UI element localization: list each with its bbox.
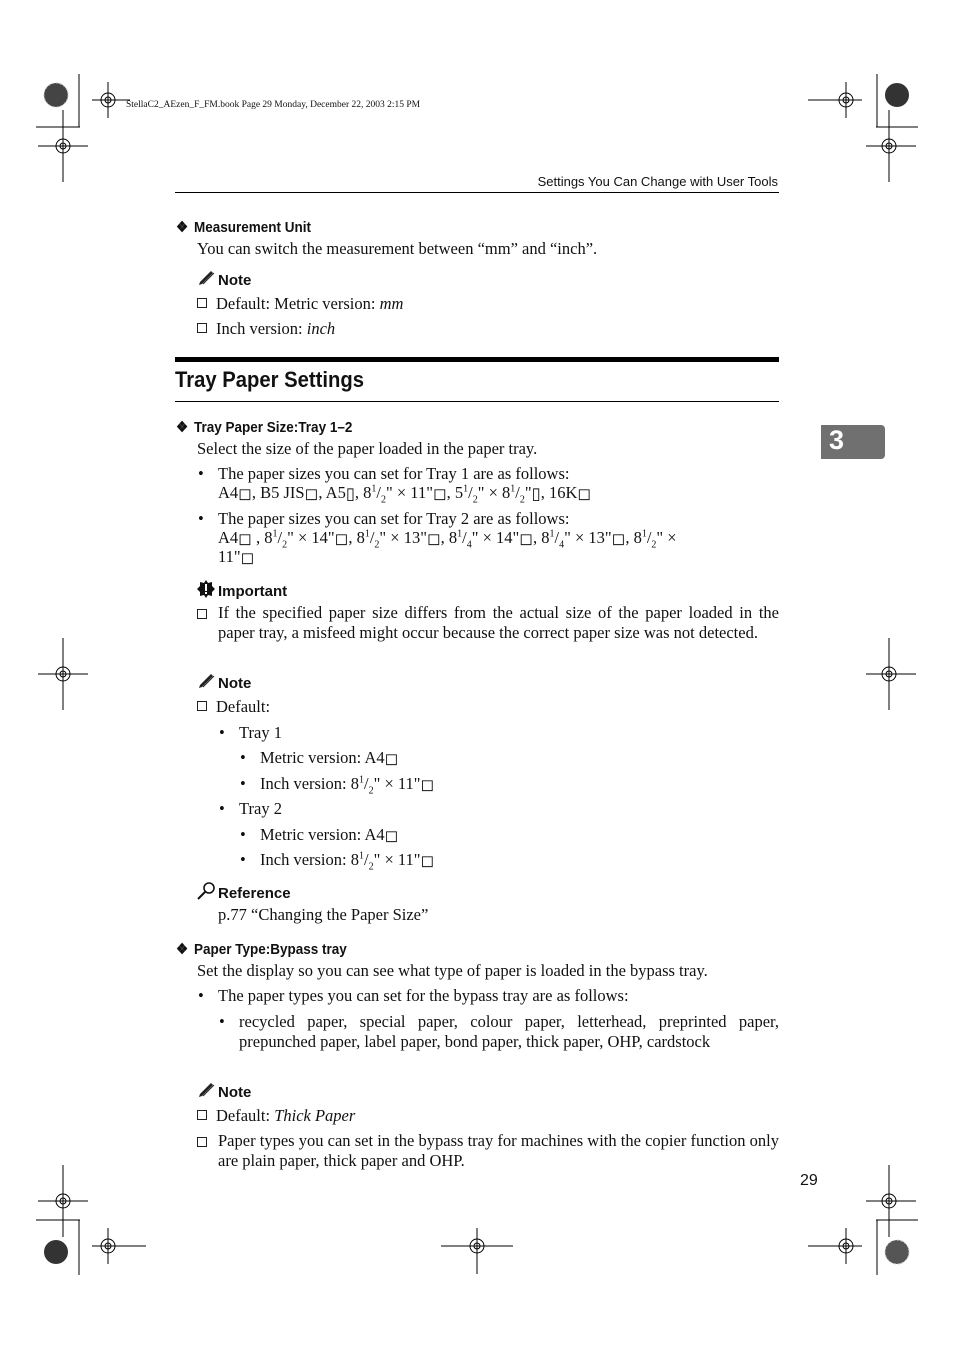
reference-link[interactable]: p.77 “Changing the Paper Size”: [218, 905, 429, 924]
tray1-metric: • Metric version: A4◻: [260, 748, 398, 769]
important-item: [197, 603, 779, 642]
tray1-intro: • The paper sizes you can set for Tray 1 are as follows:: [218, 464, 569, 484]
note-item: Default: Thick Paper: [197, 1106, 355, 1126]
tray2-metric: • Metric version: A4◻: [260, 825, 398, 846]
paper-types-list: • recycled paper, special paper, colour paper, letterhead, preprinted paper, prepunched paper, label paper, bond paper, thick paper, OHP, cardstock: [239, 1012, 779, 1051]
tray2-label: • Tray 2: [239, 799, 282, 819]
copier-note-text: Paper types you can set in the bypass tray for machines with the copier function only are plain paper, thick paper and OHP.: [218, 1131, 779, 1170]
note-callout-2: Note: [197, 674, 251, 692]
landscape-paper-icon: ◻: [384, 749, 399, 768]
measurement-unit-heading: ❖ Measurement Unit: [176, 219, 312, 236]
note-callout-3: Note: [197, 1083, 251, 1101]
note-item: Inch version: inch: [197, 319, 335, 339]
pencil-note-icon: [197, 1083, 215, 1099]
paper-type-heading: ❖ Paper Type:Bypass tray: [176, 941, 347, 958]
landscape-paper-icon: ◻: [240, 548, 255, 567]
landscape-paper-icon: ◻: [577, 484, 592, 503]
section-rule-bottom: [175, 401, 779, 402]
tray1-inch: • Inch version: $8^1/_2$" × 11"◻: [260, 774, 434, 795]
landscape-paper-icon: ◻: [432, 484, 447, 503]
landscape-paper-icon: ◻: [238, 484, 252, 503]
checkbox-square-icon: [197, 1137, 207, 1147]
landscape-paper-icon: ◻: [420, 775, 435, 794]
note-callout-1: Note: [197, 271, 251, 289]
note-item: Default: Metric version: mm: [197, 294, 403, 314]
diamond-bullet-icon: ❖: [176, 941, 189, 958]
magnifier-icon: [197, 882, 215, 900]
important-callout: Important: [197, 580, 287, 600]
tray1-size-b5jis: B5 JIS: [260, 483, 305, 502]
running-head: Settings You Can Change with User Tools: [537, 174, 778, 189]
header-rule: [175, 192, 779, 193]
tray-paper-size-heading: ❖ Tray Paper Size:Tray 1–2: [176, 419, 353, 436]
file-info: StellaC2_AEzen_F_FM.book Page 29 Monday, December 22, 2003 2:15 PM: [126, 100, 421, 110]
landscape-paper-icon: ◻: [384, 826, 399, 845]
note-default: Default:: [197, 697, 270, 717]
chapter-tab: [821, 425, 885, 459]
diamond-bullet-icon: ❖: [176, 219, 189, 236]
landscape-paper-icon: ◻: [426, 529, 441, 548]
landscape-paper-icon: ◻: [519, 529, 533, 548]
paper-types-intro: • The paper types you can set for the bypass tray are as follows:: [218, 986, 629, 1006]
pencil-note-icon: [197, 674, 215, 690]
landscape-paper-icon: ◻: [611, 529, 626, 548]
page-number: 29: [800, 1172, 818, 1189]
tray1-size-a5: A5: [325, 483, 346, 502]
section-rule-top: [175, 357, 779, 362]
checkbox-square-icon: [197, 1110, 207, 1120]
diamond-bullet-icon: ❖: [176, 419, 189, 436]
tray2-inch: • Inch version: $8^1/_2$" × 11"◻: [260, 850, 434, 871]
paper-type-description: Set the display so you can see what type of paper is loaded in the bypass tray.: [197, 961, 708, 980]
tray1-size-16k: 16K: [548, 483, 578, 502]
checkbox-square-icon: [197, 298, 207, 308]
portrait-paper-icon: ▯: [531, 484, 541, 503]
chapter-number: 3: [829, 425, 845, 455]
tray2-size-list-cont: 11"◻: [218, 547, 255, 567]
landscape-paper-icon: ◻: [238, 529, 252, 548]
landscape-paper-icon: ◻: [420, 851, 435, 870]
landscape-paper-icon: ◻: [334, 529, 349, 548]
measurement-unit-description: You can switch the measurement between “mm” and “inch”.: [197, 239, 598, 258]
section-title: Tray Paper Settings: [175, 367, 364, 392]
checkbox-square-icon: [197, 701, 207, 711]
important-text: If the specified paper size differs from the actual size of the paper loaded in the paper tray, a misfeed might occur because the correct paper size was not detected.: [218, 603, 779, 642]
checkbox-square-icon: [197, 609, 207, 619]
tray2-intro: • The paper sizes you can set for Tray 2 are as follows:: [218, 509, 569, 529]
tray2-size-list: A4◻ , $8^1/_2$" × 14"◻, $8^1/_2$" × 13"◻, $8^1/_4$" × 14"◻, $8^1/_4$" × 13"◻, $8^1/_2$" ×: [218, 528, 677, 551]
reference-callout: Reference: [197, 882, 291, 902]
landscape-paper-icon: ◻: [304, 484, 319, 503]
checkbox-square-icon: [197, 323, 207, 333]
tray-paper-size-description: Select the size of the paper loaded in the paper tray.: [197, 439, 538, 458]
pencil-note-icon: [197, 271, 215, 287]
tray1-label: • Tray 1: [239, 723, 282, 743]
note-item: [197, 1131, 779, 1170]
important-badge-icon: [197, 580, 215, 598]
tray1-size-list: A4◻, B5 JIS◻, A5▯, $8^1/_2$" × 11"◻, $5^1/_2$" × $8^1/_2"▯$, 16K◻: [218, 483, 592, 506]
portrait-paper-icon: ▯: [345, 484, 355, 503]
tray1-size-a4: A4: [218, 483, 239, 502]
